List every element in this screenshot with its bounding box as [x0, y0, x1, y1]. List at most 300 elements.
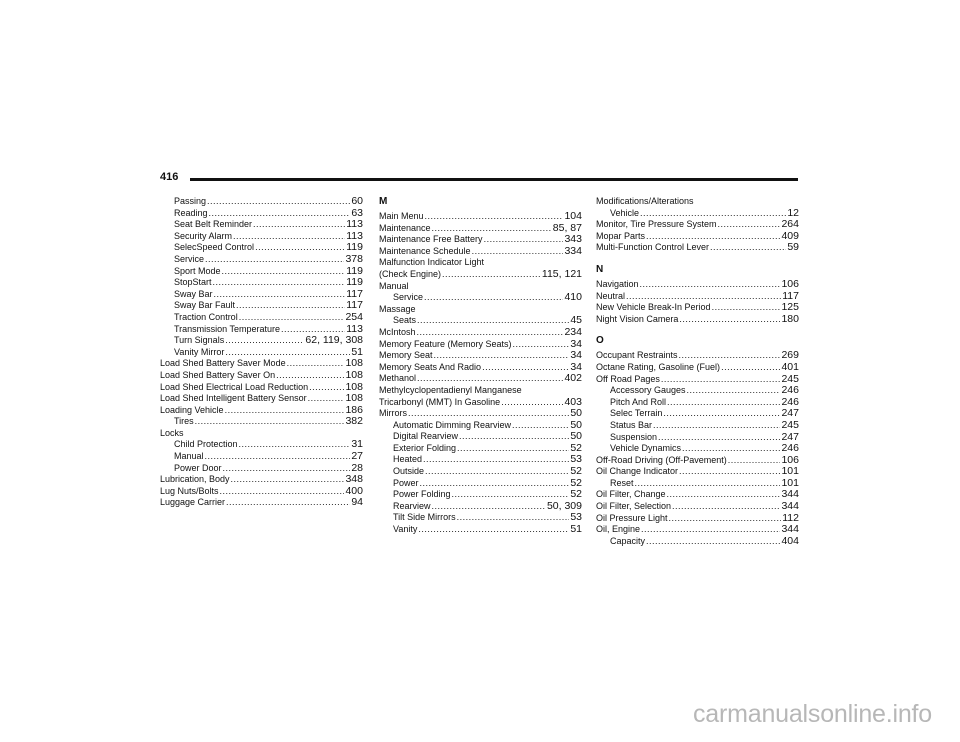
index-entry: [160, 393, 363, 405]
entry-label: Oil Filter, Change: [596, 489, 666, 500]
entry-label: Load Shed Battery Saver On: [160, 369, 276, 380]
dot-leader: [718, 219, 781, 231]
index-letter-heading: O: [596, 335, 604, 347]
entry-page-numbers: 113: [346, 218, 363, 231]
dot-leader: [236, 300, 345, 312]
entry-page-numbers: 108: [345, 357, 363, 370]
index-entry: [379, 362, 582, 374]
entry-label: Vehicle Dynamics: [610, 443, 682, 454]
dot-leader: [213, 277, 346, 289]
index-entry: [160, 382, 363, 394]
entry-page-numbers: 115, 121: [541, 267, 582, 280]
index-subentry: [160, 196, 363, 208]
index-entry: [596, 302, 799, 314]
entry-label: Suspension: [610, 431, 658, 442]
index-subentry: [160, 451, 363, 463]
entry-label: Navigation: [596, 278, 639, 289]
index-subentry: [160, 439, 363, 451]
entry-page-numbers: 234: [564, 325, 582, 338]
entry-page-numbers: 246: [781, 384, 799, 397]
index-subentry: [160, 300, 363, 312]
dot-leader: [225, 335, 304, 347]
index-subentry: [160, 254, 363, 266]
dot-leader: [687, 385, 781, 397]
index-entry: [379, 350, 582, 362]
entry-page-numbers: 409: [781, 229, 799, 242]
entry-page-numbers: 51: [570, 523, 582, 536]
entry-page-numbers: 246: [781, 442, 799, 455]
header-rule: [190, 178, 798, 181]
entry-page-numbers: 53: [570, 453, 582, 466]
entry-label: Power: [393, 477, 419, 488]
dot-leader: [309, 382, 344, 394]
entry-label: Occupant Restraints: [596, 350, 678, 361]
dot-leader: [226, 497, 350, 509]
entry-label: Off Road Pages: [596, 373, 660, 384]
index-subentry: [160, 416, 363, 428]
entry-page-numbers: 401: [781, 360, 799, 373]
entry-page-numbers: 94: [351, 496, 363, 509]
entry-page-numbers: 254: [345, 310, 363, 323]
entry-label: Sport Mode: [174, 265, 221, 276]
entry-page-numbers: 378: [345, 252, 363, 265]
entry-page-numbers: 31: [351, 438, 363, 451]
entry-page-numbers: 12: [787, 206, 799, 219]
index-subentry: [379, 315, 582, 327]
entry-label: Mopar Parts: [596, 230, 646, 241]
dot-leader: [640, 279, 781, 291]
index-subentry: [596, 420, 799, 432]
entry-page-numbers: 117: [782, 289, 799, 302]
entry-label: Lug Nuts/Bolts: [160, 485, 219, 496]
entry-label: Loading Vehicle: [160, 404, 224, 415]
dot-leader: [457, 512, 570, 524]
entry-page-numbers: 245: [781, 418, 799, 431]
index-entry: [379, 373, 582, 385]
index-entry: [379, 339, 582, 351]
dot-leader: [472, 246, 564, 258]
entry-label: Transmission Temperature: [174, 323, 281, 334]
index-entry: [596, 291, 799, 303]
entry-label: Rearview: [393, 500, 431, 511]
dot-leader: [287, 358, 345, 370]
index-entry: [160, 474, 363, 486]
dot-leader: [233, 231, 345, 243]
entry-page-numbers: 403: [564, 395, 582, 408]
entry-page-numbers: 60: [351, 195, 363, 207]
dot-leader: [276, 370, 344, 382]
entry-page-numbers: 34: [570, 360, 582, 373]
entry-label: Seat Belt Reminder: [174, 219, 253, 230]
entry-page-numbers: 27: [351, 450, 363, 463]
index-entry: [160, 497, 363, 509]
dot-leader: [512, 420, 569, 432]
entry-page-numbers: 45: [570, 314, 582, 327]
entry-page-numbers: 50: [570, 418, 582, 431]
dot-leader: [484, 234, 564, 246]
index-entry: [379, 408, 582, 420]
entry-page-numbers: 106: [781, 453, 799, 466]
index-entry: [596, 362, 799, 374]
dot-leader: [682, 443, 780, 455]
entry-label: Capacity: [610, 535, 646, 546]
entry-page-numbers: 101: [781, 465, 799, 478]
entry-label: Multi-Function Control Lever: [596, 242, 710, 253]
entry-page-numbers: 52: [570, 441, 582, 454]
entry-label: Oil Pressure Light: [596, 512, 668, 523]
dot-leader: [425, 466, 569, 478]
index-letter-heading: M: [379, 196, 388, 207]
entry-page-numbers: 343: [564, 233, 582, 246]
entry-page-numbers: 125: [781, 301, 799, 314]
entry-label: Vehicle: [610, 207, 640, 218]
dot-leader: [679, 466, 780, 478]
index-subentry: [160, 463, 363, 475]
entry-label: Exterior Folding: [393, 442, 457, 453]
index-subentry: [160, 219, 363, 231]
entry-label: Tricarbonyl (MMT) In Gasoline: [379, 396, 501, 407]
entry-page-numbers: 344: [781, 523, 799, 536]
entry-label: Oil Filter, Selection: [596, 501, 672, 512]
entry-label: Sway Bar: [174, 288, 213, 299]
index-entry: [160, 358, 363, 370]
dot-leader: [239, 312, 345, 324]
index-subentry: [596, 443, 799, 455]
index-subentry: [379, 420, 582, 432]
entry-page-numbers: 400: [345, 484, 363, 497]
dot-leader: [239, 439, 351, 451]
entry-label: Automatic Dimming Rearview: [393, 419, 512, 430]
dot-leader: [408, 408, 569, 420]
index-heading-text: Methylcyclopentadienyl Manganese: [379, 384, 522, 395]
index-subentry: [160, 231, 363, 243]
index-subentry: [160, 312, 363, 324]
entry-page-numbers: 52: [570, 488, 582, 501]
dot-leader: [308, 393, 345, 405]
index-entry: [379, 211, 582, 223]
entry-page-numbers: 108: [345, 368, 363, 381]
entry-page-numbers: 410: [564, 291, 582, 304]
entry-page-numbers: 113: [346, 229, 363, 242]
entry-page-numbers: 402: [564, 372, 582, 385]
entry-label: Reading: [174, 207, 208, 218]
index-subentry: [379, 524, 582, 536]
entry-label: Off-Road Driving (Off-Pavement): [596, 454, 727, 465]
entry-label: Methanol: [379, 373, 417, 384]
dot-leader: [459, 431, 569, 443]
entry-label: Manual: [174, 451, 204, 462]
entry-page-numbers: 117: [346, 299, 363, 312]
index-subentry: [379, 443, 582, 455]
entry-label: Digital Rearview: [393, 431, 459, 442]
entry-label: Status Bar: [610, 419, 653, 430]
dot-leader: [434, 350, 570, 362]
entry-page-numbers: 348: [345, 473, 363, 486]
entry-page-numbers: 269: [781, 349, 799, 362]
index-subentry: [379, 501, 582, 513]
dot-leader: [195, 416, 345, 428]
dot-leader: [679, 350, 781, 362]
dot-leader: [214, 289, 346, 301]
dot-leader: [667, 397, 780, 409]
dot-leader: [679, 314, 780, 326]
entry-label: Lubrication, Body: [160, 474, 230, 485]
dot-leader: [672, 501, 780, 513]
entry-page-numbers: 112: [782, 511, 799, 524]
dot-leader: [641, 524, 780, 536]
dot-leader: [712, 302, 781, 314]
dot-leader: [653, 420, 780, 432]
entry-label: Heated: [393, 454, 423, 465]
index-heading-text: Manual: [379, 280, 409, 291]
entry-label: Maintenance Free Battery: [379, 234, 483, 245]
entry-label: Power Folding: [393, 489, 451, 500]
index-column-2: [379, 196, 582, 536]
entry-page-numbers: 186: [345, 403, 363, 416]
entry-page-numbers: 119: [346, 276, 363, 289]
index-entry: [596, 314, 799, 326]
dot-leader: [721, 362, 780, 374]
index-entry: [596, 219, 799, 231]
entry-label: Security Alarm: [174, 230, 233, 241]
dot-leader: [663, 408, 780, 420]
entry-label: Vanity Mirror: [174, 346, 225, 357]
entry-page-numbers: 101: [781, 476, 799, 489]
entry-label: Turn Signals: [174, 335, 225, 346]
dot-leader: [728, 455, 781, 467]
index-heading-text: Locks: [160, 427, 184, 438]
index-entry: [379, 269, 582, 281]
entry-label: Passing: [174, 196, 207, 206]
index-entry: [379, 246, 582, 258]
dot-leader: [661, 374, 781, 386]
index-subentry: [596, 385, 799, 397]
index-subentry: [379, 454, 582, 466]
index-subentry: [160, 347, 363, 359]
entry-label: Tilt Side Mirrors: [393, 512, 456, 523]
entry-label: Sway Bar Fault: [174, 300, 236, 311]
entry-page-numbers: 104: [564, 210, 582, 222]
dot-leader: [646, 231, 780, 243]
index-entry: [596, 374, 799, 386]
index-entry: [379, 327, 582, 339]
entry-page-numbers: 247: [781, 430, 799, 443]
index-subentry: [160, 335, 363, 347]
entry-label: Luggage Carrier: [160, 497, 226, 508]
index-heading-text: Modifications/Alterations: [596, 196, 694, 206]
entry-label: Power Door: [174, 462, 222, 473]
entry-label: New Vehicle Break-In Period: [596, 302, 711, 313]
index-entry: [596, 350, 799, 362]
entry-label: Night Vision Camera: [596, 313, 679, 324]
entry-label: Service: [174, 253, 205, 264]
entry-label: Pitch And Roll: [610, 396, 667, 407]
index-subentry: [160, 289, 363, 301]
dot-leader: [710, 242, 786, 254]
entry-label: Child Protection: [174, 439, 238, 450]
dot-leader: [658, 432, 780, 444]
index-subentry: [379, 292, 582, 304]
entry-label: Reset: [610, 477, 634, 488]
entry-page-numbers: 117: [346, 287, 363, 300]
entry-page-numbers: 62, 119, 308: [305, 334, 363, 347]
entry-page-numbers: 245: [781, 372, 799, 385]
index-entry: [596, 489, 799, 501]
index-subentry: [160, 208, 363, 220]
dot-leader: [253, 219, 345, 231]
index-subentry: [379, 512, 582, 524]
index-subentry: [160, 242, 363, 254]
entry-page-numbers: 344: [781, 500, 799, 513]
entry-label: Load Shed Electrical Load Reduction: [160, 381, 309, 392]
index-entry: [596, 466, 799, 478]
entry-label: Service: [393, 292, 424, 303]
entry-label: (Check Engine): [379, 268, 442, 279]
entry-label: Monitor, Tire Pressure System: [596, 219, 717, 230]
index-subentry: [379, 478, 582, 490]
index-subentry: [596, 536, 799, 548]
dot-leader: [423, 454, 569, 466]
entry-label: Vanity: [393, 524, 418, 535]
dot-leader: [205, 451, 351, 463]
entry-label: Load Shed Battery Saver Mode: [160, 358, 286, 369]
entry-label: Mirrors: [379, 408, 407, 419]
dot-leader: [418, 524, 569, 536]
dot-leader: [207, 196, 350, 208]
dot-leader: [513, 339, 570, 351]
entry-label: Selec Terrain: [610, 408, 663, 419]
entry-label: Octane Rating, Gasoline (Fuel): [596, 361, 721, 372]
entry-page-numbers: 113: [346, 322, 363, 335]
index-heading-text: Massage: [379, 303, 416, 314]
index-subentry: [596, 408, 799, 420]
entry-page-numbers: 53: [570, 511, 582, 524]
entry-page-numbers: 334: [564, 244, 582, 257]
entry-page-numbers: 85, 87: [552, 221, 582, 234]
entry-page-numbers: 63: [351, 206, 363, 219]
index-entry: [596, 455, 799, 467]
dot-leader: [457, 443, 569, 455]
entry-page-numbers: 119: [346, 241, 363, 254]
dot-leader: [626, 291, 781, 303]
index-subentry: [596, 478, 799, 490]
entry-page-numbers: 247: [781, 407, 799, 420]
entry-label: Memory Seat: [379, 350, 433, 361]
dot-leader: [667, 489, 781, 501]
dot-leader: [635, 478, 781, 490]
dot-leader: [442, 269, 541, 281]
index-column-1: [160, 196, 363, 509]
index-letter-heading: N: [596, 263, 604, 275]
dot-leader: [255, 242, 345, 254]
entry-page-numbers: 50: [570, 430, 582, 443]
index-subentry: [160, 266, 363, 278]
entry-label: Load Shed Intelligent Battery Sensor: [160, 393, 307, 404]
entry-page-numbers: 344: [781, 488, 799, 501]
dot-leader: [482, 362, 569, 374]
entry-label: Memory Feature (Memory Seats): [379, 338, 512, 349]
watermark: carmanualsonline.info: [692, 700, 932, 728]
entry-page-numbers: 51: [351, 345, 363, 358]
index-subentry: [379, 466, 582, 478]
dot-leader: [640, 208, 786, 220]
dot-leader: [669, 513, 782, 525]
entry-page-numbers: 382: [345, 415, 363, 428]
dot-leader: [501, 397, 563, 409]
index-entry: [596, 242, 799, 254]
index-entry: [379, 397, 582, 409]
entry-label: StopStart: [174, 277, 212, 288]
index-subentry: [160, 277, 363, 289]
entry-label: Tires: [174, 416, 194, 427]
dot-leader: [432, 223, 552, 235]
entry-page-numbers: 50: [570, 407, 582, 420]
entry-page-numbers: 108: [345, 380, 363, 393]
dot-leader: [225, 405, 345, 417]
entry-label: Traction Control: [174, 311, 238, 322]
index-subentry: [596, 397, 799, 409]
entry-page-numbers: 34: [570, 337, 582, 350]
dot-leader: [205, 254, 344, 266]
entry-label: Main Menu: [379, 211, 424, 221]
index-subentry: [379, 431, 582, 443]
entry-label: McIntosh: [379, 326, 416, 337]
index-entry: [160, 405, 363, 417]
index-entry: [596, 501, 799, 513]
entry-label: Maintenance Schedule: [379, 245, 471, 256]
entry-page-numbers: 404: [781, 534, 799, 547]
entry-page-numbers: 34: [570, 349, 582, 362]
index-entry: [379, 223, 582, 235]
entry-page-numbers: 59: [787, 241, 799, 254]
entry-label: Memory Seats And Radio: [379, 361, 482, 372]
dot-leader: [231, 474, 345, 486]
index-subentry: [596, 208, 799, 220]
index-entry: [379, 234, 582, 246]
entry-page-numbers: 50, 309: [546, 499, 582, 512]
entry-label: Maintenance: [379, 222, 431, 233]
index-entry: [596, 524, 799, 536]
index-entry: [596, 279, 799, 291]
index-column-3: [596, 196, 799, 547]
entry-page-numbers: 52: [570, 465, 582, 478]
entry-label: Accessory Gauges: [610, 385, 686, 396]
dot-leader: [432, 501, 546, 513]
entry-page-numbers: 28: [351, 461, 363, 474]
index-entry: [160, 486, 363, 498]
entry-label: Oil Change Indicator: [596, 466, 679, 477]
entry-page-numbers: 108: [345, 392, 363, 405]
entry-page-numbers: 264: [781, 218, 799, 231]
dot-leader: [209, 208, 351, 220]
index-entry: [160, 370, 363, 382]
entry-page-numbers: 119: [346, 264, 363, 277]
entry-page-numbers: 180: [781, 312, 799, 325]
entry-label: SelecSpeed Control: [174, 242, 255, 253]
index-subentry: [596, 432, 799, 444]
index-heading-text: Malfunction Indicator Light: [379, 257, 485, 268]
entry-label: Seats: [393, 315, 417, 326]
dot-leader: [222, 266, 346, 278]
entry-label: Outside: [393, 466, 425, 477]
dot-leader: [225, 347, 350, 359]
dot-leader: [417, 315, 569, 327]
dot-leader: [417, 373, 563, 385]
dot-leader: [646, 536, 780, 548]
dot-leader: [425, 211, 564, 223]
index-entry: [596, 513, 799, 525]
entry-page-numbers: 246: [781, 395, 799, 408]
